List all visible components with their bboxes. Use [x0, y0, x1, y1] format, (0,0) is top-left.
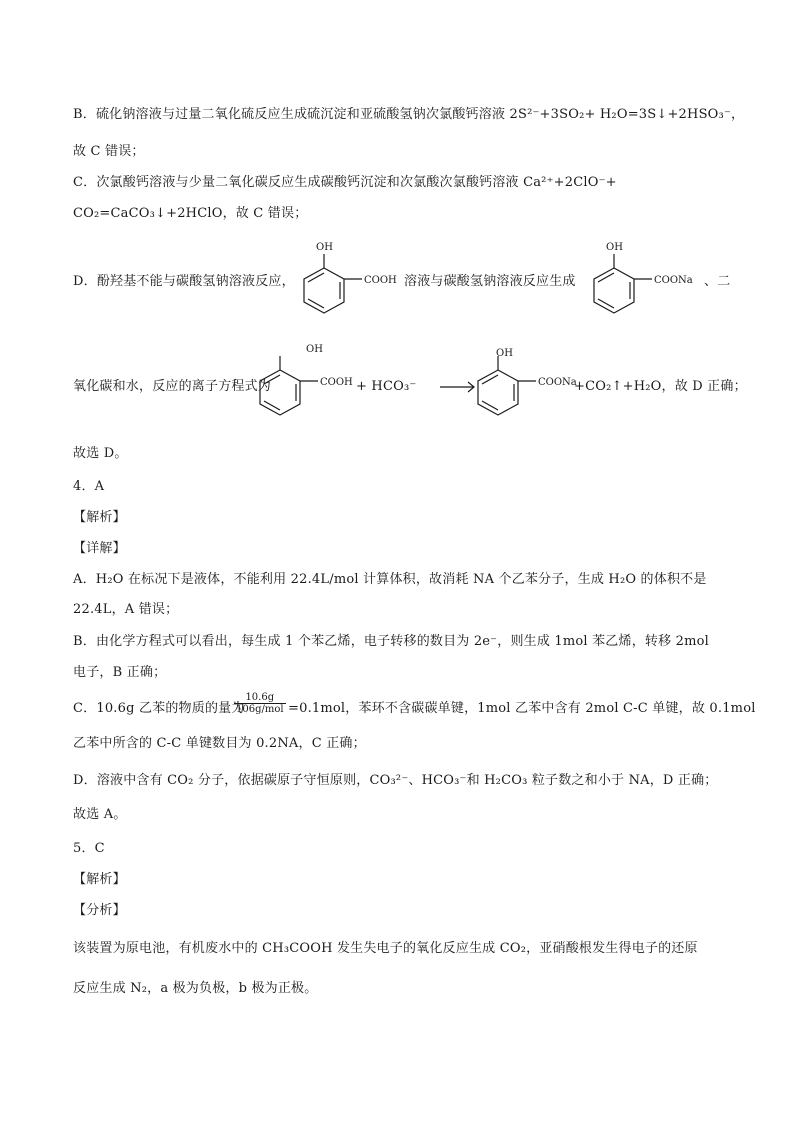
q4-option-c-line-2: 乙苯中所含的 C-C 单键数目为 0.2NA，C 正确； — [73, 736, 366, 751]
option-c-line-2: CO₂=CaCO₃↓+2HClO，故 C 错误； — [73, 206, 308, 221]
cooh-label: COOH — [364, 275, 397, 286]
oh-label: OH — [306, 344, 323, 355]
question-4-answer: 4．A — [73, 479, 105, 494]
question-5-jiexi-heading: 【解析】 — [73, 872, 126, 887]
option-d-line-1-mid: 溶液与碳酸氢钠溶液反应生成 — [404, 274, 576, 289]
oh-label: OH — [316, 242, 333, 253]
q4-option-d-line-1: D．溶液中含有 CO₂ 分子，依据碳原子守恒原则，CO₃²⁻、HCO₃⁻和 H₂CO₃ 粒子数之和小于 NA，D 正确； — [73, 773, 718, 788]
option-d-conclusion: 故选 D。 — [73, 446, 128, 461]
option-d-line-2-end: +CO₂↑+H₂O，故 D 正确； — [574, 379, 747, 394]
fraction-numerator: 10.6g — [234, 692, 286, 704]
q4-option-a-line-1: A．H₂O 在标况下是液体，不能利用 22.4L/mol 计算体积，故消耗 NA 个乙苯分子，生成 H₂O 的体积不是 — [73, 572, 707, 587]
q4-option-b-line-1: B．由化学方程式可以看出，每生成 1 个苯乙烯，电子转移的数目为 2e⁻，则生成 1mol 苯乙烯，转移 2mol — [73, 634, 710, 649]
option-b-line-2: 故 C 错误； — [73, 144, 145, 159]
coona-label: COONa — [654, 275, 693, 286]
question-5-fenxi-heading: 【分析】 — [73, 903, 126, 918]
coona-label: COONa — [538, 377, 577, 388]
reaction-arrow — [440, 381, 476, 397]
molar-fraction — [234, 692, 286, 715]
option-d-line-2-hco3: + HCO₃⁻ — [356, 379, 417, 394]
q4-conclusion: 故选 A。 — [73, 807, 127, 822]
fraction-denominator: 106g/mol — [236, 704, 284, 715]
q4-option-a-line-2: 22.4L，A 错误； — [73, 602, 179, 617]
option-c-line-1: C．次氯酸钙溶液与少量二氧化碳反应生成碳酸钙沉淀和次氯酸次氯酸钙溶液 Ca²⁺+2ClO⁻+ — [73, 175, 617, 190]
q4-option-c-line-1-start: C．10.6g 乙苯的物质的量为 — [73, 701, 245, 716]
question-5-answer: 5．C — [73, 841, 105, 856]
q4-option-b-line-2: 电子，B 正确； — [73, 665, 167, 680]
question-4-jiexi-heading: 【解析】 — [73, 510, 126, 525]
salicylic-acid-structure-2 — [254, 340, 364, 430]
q5-analysis-line-2: 反应生成 N₂，a 极为负极，b 极为正极。 — [73, 981, 318, 996]
oh-label: OH — [496, 348, 513, 359]
option-b-line-1: B．硫化钠溶液与过量二氧化硫反应生成硫沉淀和亚硫酸氢钠次氯酸钙溶液 2S²⁻+3SO₂+ H₂O=3S↓+2HSO₃⁻， — [73, 107, 745, 122]
sodium-salicylate-structure-1 — [588, 238, 708, 328]
q5-analysis-line-1: 该装置为原电池，有机废水中的 CH₃COOH 发生失电子的氧化反应生成 CO₂，亚硝酸根发生得电子的还原 — [73, 941, 698, 956]
option-d-line-2-start: 氧化碳和水，反应的离子方程式为 — [73, 379, 272, 394]
cooh-label: COOH — [320, 377, 353, 388]
oh-label: OH — [606, 242, 623, 253]
question-4-xiangjie-heading: 【详解】 — [73, 541, 126, 556]
salicylic-acid-structure-1 — [298, 238, 408, 328]
q4-option-c-line-1-end: =0.1mol，苯环不含碳碳单键，1mol 乙苯中含有 2mol C-C 单键，故 0.1mol — [288, 701, 756, 716]
option-d-line-1-end: 、二 — [704, 274, 731, 289]
option-d-line-1-start: D．酚羟基不能与碳酸氢钠溶液反应， — [73, 274, 295, 289]
